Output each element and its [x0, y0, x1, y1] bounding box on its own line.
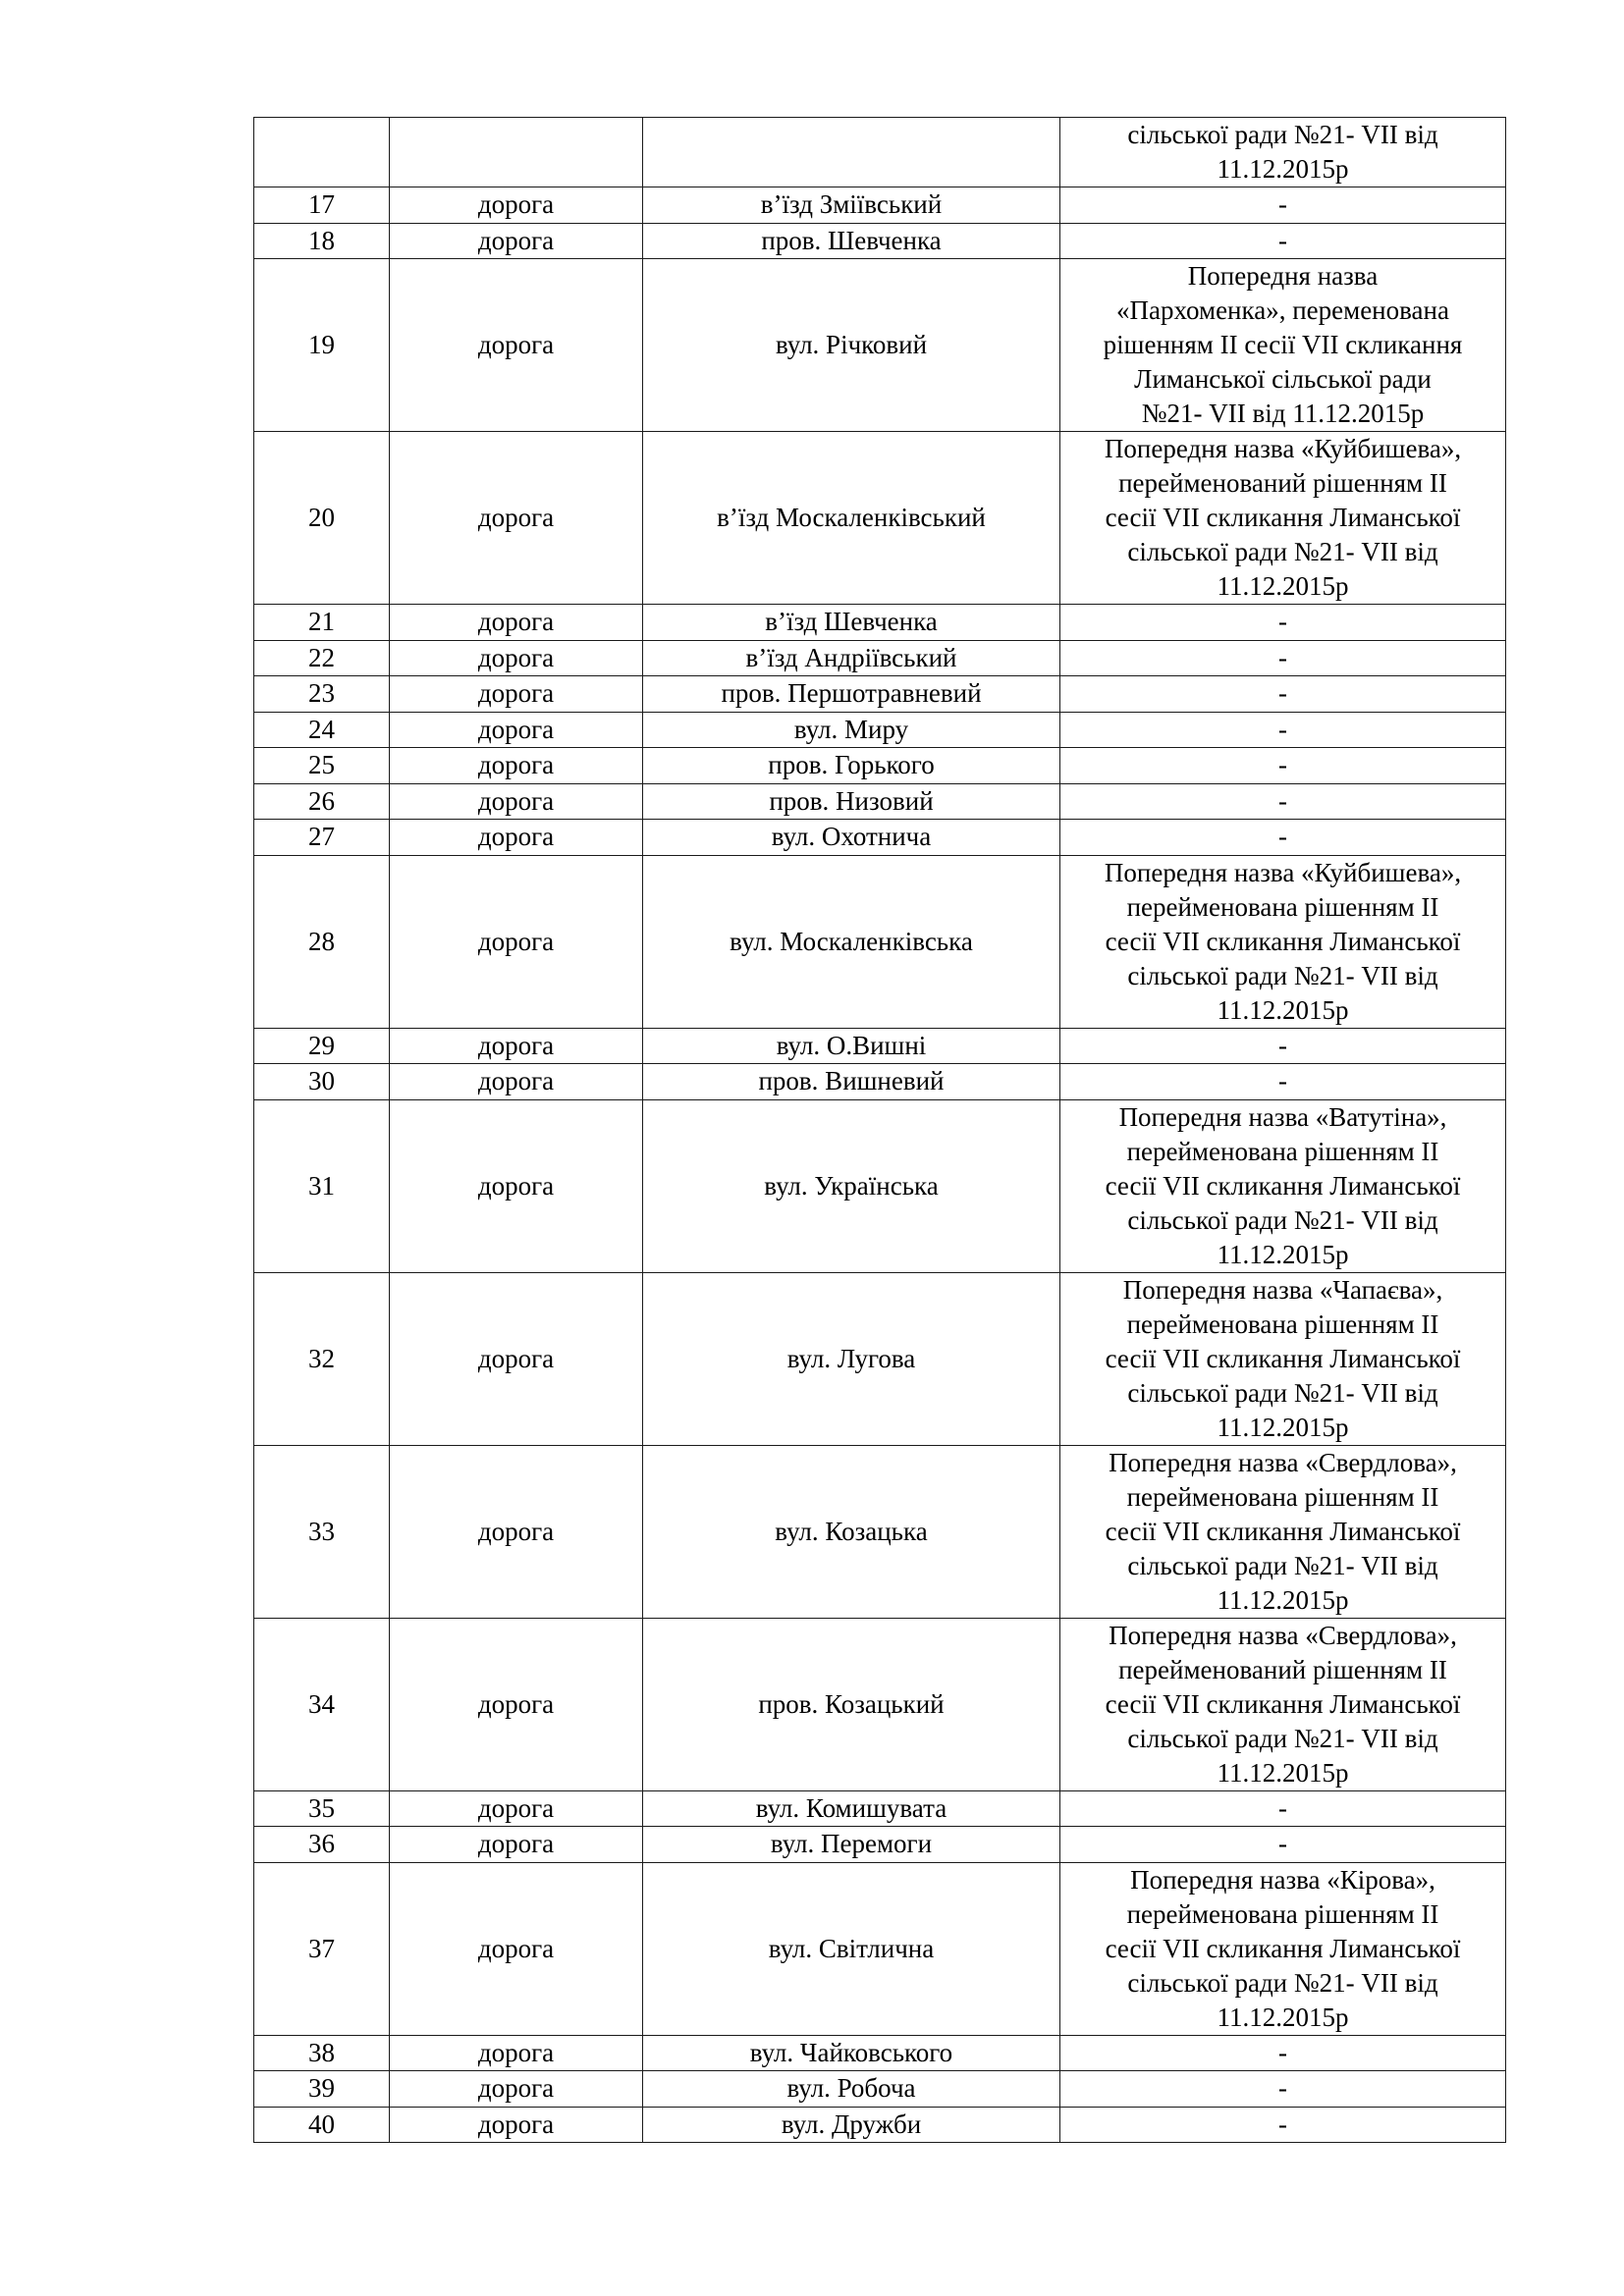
- row-number-cell: 36: [254, 1827, 390, 1863]
- note-cell: -: [1060, 1827, 1506, 1863]
- streets-table-body: [254, 118, 1506, 2143]
- table-row: [254, 432, 1506, 605]
- object-type-cell: дорога: [390, 712, 643, 748]
- note-cell: Попередня назва «Свердлова», перейменована рішенням II сесії VII скликання Лиманської сільської ради №21- VII від 11.12.2015р: [1060, 1445, 1506, 1618]
- row-number-cell: 23: [254, 676, 390, 713]
- street-name-cell: вул. Москаленківська: [643, 855, 1060, 1028]
- street-name-cell: вул. Річковий: [643, 259, 1060, 432]
- object-type-cell: дорога: [390, 1618, 643, 1790]
- street-name-cell: вул. Дружби: [643, 2107, 1060, 2143]
- row-number-cell: [254, 118, 390, 187]
- row-number-cell: 29: [254, 1028, 390, 1064]
- table-row: [254, 712, 1506, 748]
- street-name-cell: вул. Українська: [643, 1099, 1060, 1272]
- table-row: [254, 676, 1506, 713]
- note-cell: -: [1060, 2035, 1506, 2071]
- object-type-cell: дорога: [390, 1099, 643, 1272]
- street-name-cell: пров. Козацький: [643, 1618, 1060, 1790]
- street-name-cell: в’їзд Шевченка: [643, 605, 1060, 641]
- row-number-cell: 19: [254, 259, 390, 432]
- row-number-cell: 20: [254, 432, 390, 605]
- street-name-cell: вул. Світлична: [643, 1862, 1060, 2035]
- table-row: [254, 1028, 1506, 1064]
- street-name-cell: вул. Робоча: [643, 2071, 1060, 2108]
- object-type-cell: дорога: [390, 2107, 643, 2143]
- table-row: [254, 1445, 1506, 1618]
- object-type-cell: дорога: [390, 820, 643, 856]
- note-cell: -: [1060, 223, 1506, 259]
- note-cell: Попередня назва «Куйбишева», перейменований рішенням II сесії VII скликання Лиманської сільської ради №21- VII від 11.12.2015р: [1060, 432, 1506, 605]
- note-cell: сільської ради №21- VII від 11.12.2015р: [1060, 118, 1506, 187]
- row-number-cell: 34: [254, 1618, 390, 1790]
- street-name-cell: вул. Чайковського: [643, 2035, 1060, 2071]
- row-number-cell: 31: [254, 1099, 390, 1272]
- table-row: [254, 1618, 1506, 1790]
- table-row: [254, 783, 1506, 820]
- table-row: [254, 223, 1506, 259]
- table-row: [254, 1272, 1506, 1445]
- object-type-cell: дорога: [390, 640, 643, 676]
- note-cell: Попередня назва «Свердлова», перейменований рішенням II сесії VII скликання Лиманської сільської ради №21- VII від 11.12.2015р: [1060, 1618, 1506, 1790]
- note-cell: -: [1060, 712, 1506, 748]
- note-cell: -: [1060, 748, 1506, 784]
- note-cell: Попередня назва «Пархоменка», переменована рішенням II сесії VII скликання Лиманської сільської ради №21- VII від 11.12.2015р: [1060, 259, 1506, 432]
- note-cell: Попередня назва «Кірова», перейменована рішенням II сесії VII скликання Лиманської сільської ради №21- VII від 11.12.2015р: [1060, 1862, 1506, 2035]
- row-number-cell: 39: [254, 2071, 390, 2108]
- object-type-cell: дорога: [390, 1445, 643, 1618]
- note-cell: -: [1060, 605, 1506, 641]
- row-number-cell: 17: [254, 187, 390, 224]
- table-row: [254, 605, 1506, 641]
- table-row: [254, 855, 1506, 1028]
- object-type-cell: дорога: [390, 1790, 643, 1827]
- street-name-cell: пров. Першотравневий: [643, 676, 1060, 713]
- row-number-cell: 37: [254, 1862, 390, 2035]
- street-name-cell: вул. Миру: [643, 712, 1060, 748]
- row-number-cell: 26: [254, 783, 390, 820]
- note-cell: -: [1060, 640, 1506, 676]
- object-type-cell: дорога: [390, 1272, 643, 1445]
- table-row: [254, 2107, 1506, 2143]
- streets-table: [253, 117, 1506, 2143]
- row-number-cell: 18: [254, 223, 390, 259]
- note-cell: -: [1060, 1790, 1506, 1827]
- object-type-cell: [390, 118, 643, 187]
- row-number-cell: 30: [254, 1064, 390, 1100]
- row-number-cell: 21: [254, 605, 390, 641]
- street-name-cell: в’їзд Москаленківський: [643, 432, 1060, 605]
- row-number-cell: 40: [254, 2107, 390, 2143]
- street-name-cell: вул. Лугова: [643, 1272, 1060, 1445]
- object-type-cell: дорога: [390, 187, 643, 224]
- note-cell: -: [1060, 676, 1506, 713]
- object-type-cell: дорога: [390, 855, 643, 1028]
- object-type-cell: дорога: [390, 259, 643, 432]
- row-number-cell: 28: [254, 855, 390, 1028]
- note-cell: -: [1060, 820, 1506, 856]
- table-row: [254, 1064, 1506, 1100]
- street-name-cell: вул. Козацька: [643, 1445, 1060, 1618]
- note-cell: Попередня назва «Ватутіна», перейменована рішенням II сесії VII скликання Лиманської сільської ради №21- VII від 11.12.2015р: [1060, 1099, 1506, 1272]
- note-cell: Попередня назва «Куйбишева», перейменована рішенням II сесії VII скликання Лиманської сільської ради №21- VII від 11.12.2015р: [1060, 855, 1506, 1028]
- table-row: [254, 2035, 1506, 2071]
- row-number-cell: 27: [254, 820, 390, 856]
- note-cell: -: [1060, 2107, 1506, 2143]
- object-type-cell: дорога: [390, 605, 643, 641]
- object-type-cell: дорога: [390, 2071, 643, 2108]
- note-cell: -: [1060, 2071, 1506, 2108]
- row-number-cell: 38: [254, 2035, 390, 2071]
- street-name-cell: пров. Вишневий: [643, 1064, 1060, 1100]
- row-number-cell: 32: [254, 1272, 390, 1445]
- object-type-cell: дорога: [390, 1827, 643, 1863]
- table-row: [254, 1827, 1506, 1863]
- object-type-cell: дорога: [390, 2035, 643, 2071]
- object-type-cell: дорога: [390, 1862, 643, 2035]
- row-number-cell: 33: [254, 1445, 390, 1618]
- note-cell: -: [1060, 1064, 1506, 1100]
- row-number-cell: 35: [254, 1790, 390, 1827]
- street-name-cell: вул. Охотнича: [643, 820, 1060, 856]
- table-row: [254, 1099, 1506, 1272]
- street-name-cell: в’їзд Зміївський: [643, 187, 1060, 224]
- street-name-cell: в’їзд Андріївський: [643, 640, 1060, 676]
- table-row: [254, 118, 1506, 187]
- note-cell: Попередня назва «Чапаєва», перейменована рішенням II сесії VII скликання Лиманської сільської ради №21- VII від 11.12.2015р: [1060, 1272, 1506, 1445]
- table-row: [254, 187, 1506, 224]
- table-row: [254, 1790, 1506, 1827]
- street-name-cell: вул. Перемоги: [643, 1827, 1060, 1863]
- object-type-cell: дорога: [390, 748, 643, 784]
- table-row: [254, 640, 1506, 676]
- street-name-cell: вул. О.Вишні: [643, 1028, 1060, 1064]
- note-cell: -: [1060, 187, 1506, 224]
- note-cell: -: [1060, 783, 1506, 820]
- table-row: [254, 1862, 1506, 2035]
- object-type-cell: дорога: [390, 223, 643, 259]
- table-row: [254, 820, 1506, 856]
- street-name-cell: вул. Комишувата: [643, 1790, 1060, 1827]
- street-name-cell: пров. Низовий: [643, 783, 1060, 820]
- object-type-cell: дорога: [390, 783, 643, 820]
- table-row: [254, 748, 1506, 784]
- street-name-cell: пров. Горького: [643, 748, 1060, 784]
- object-type-cell: дорога: [390, 1064, 643, 1100]
- object-type-cell: дорога: [390, 676, 643, 713]
- table-row: [254, 2071, 1506, 2108]
- row-number-cell: 24: [254, 712, 390, 748]
- table-row: [254, 259, 1506, 432]
- street-name-cell: [643, 118, 1060, 187]
- row-number-cell: 25: [254, 748, 390, 784]
- street-name-cell: пров. Шевченка: [643, 223, 1060, 259]
- row-number-cell: 22: [254, 640, 390, 676]
- note-cell: -: [1060, 1028, 1506, 1064]
- object-type-cell: дорога: [390, 1028, 643, 1064]
- object-type-cell: дорога: [390, 432, 643, 605]
